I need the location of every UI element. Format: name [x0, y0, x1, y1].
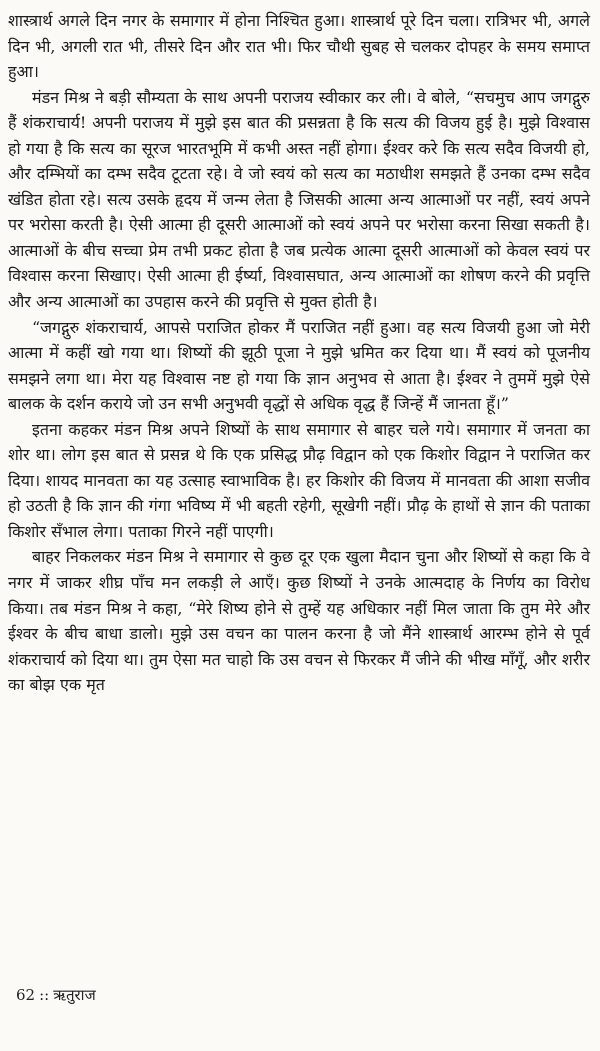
paragraph-2: मंडन मिश्र ने बड़ी सौम्यता के साथ अपनी पराजय स्वीकार कर ली। वे बोले, “सचमुच आप जगद्गुरु हैं शंकराचार्य! अपनी पराजय में मुझे इस बात की प्रसन्नता है कि सत्य की विजय हुई है। मुझे विश्वास हो गया है कि सत्य का सूरज भारतभूमि में कभी अस्त नहीं होगा। ईश्वर करे कि सत्य सदैव विजयी हो, और दम्भियों का दम्भ सदैव टूटता रहे। वे जो स्वयं को सत्य का मठाधीश समझते हैं उनका दम्भ सदैव खंडित होता रहे। सत्य उसके हृदय में जन्म लेता है जिसकी आत्मा अन्य आत्माओं पर नहीं, स्वयं अपने पर भरोसा करती है। ऐसी आत्मा ही दूसरी आत्माओं को स्वयं अपने पर भरोसा करना सिखा सकती है। आत्माओं के बीच सच्चा प्रेम तभी प्रकट होता है जब प्रत्येक आत्मा दूसरी आत्माओं को केवल स्वयं पर विश्वास करना सिखाए। ऐसी आत्मा ही ईर्ष्या, विश्वासघात, अन्य आत्माओं का शोषण करने की प्रवृत्ति और अन्य आत्माओं का उपहास करने की प्रवृत्ति से मुक्त होती है।	[8, 87, 590, 312]
page-number: 62	[16, 986, 36, 1004]
body-text	[8, 8, 590, 698]
paragraph-1: शास्त्रार्थ अगले दिन नगर के समागार में होना निश्चित हुआ। शास्त्रार्थ पूरे दिन चला। रात्रिभर भी, अगले दिन भी, अगली रात भी, तीसरे दिन और रात भी। फिर चौथी सुबह से चलकर दोपहर के समय समाप्त हुआ।	[8, 11, 590, 82]
footer-separator: ::	[39, 986, 50, 1004]
paragraph-5: बाहर निकलकर मंडन मिश्र ने समागार से कुछ दूर एक खुला मैदान चुना और शिष्यों से कहा कि वे नगर में जाकर शीघ्र पाँच मन लकड़ी ले आएँ। कुछ शिष्यों ने उनके आत्मदाह के निर्णय का विरोध किया। तब मंडन मिश्र ने कहा, “मेरे शिष्य होने से तुम्हें यह अधिकार नहीं मिल जाता कि तुम मेरे और ईश्वर के बीच बाधा डालो। मुझे उस वचन का पालन करना है जो मैंने शास्त्रार्थ आरम्भ होने से पूर्व शंकराचार्य को दिया था। तुम ऐसा मत चाहो कि उस वचन से फिरकर मैं जीने की भीख माँगूँ, और शरीर का बोझ एक मृत	[8, 547, 590, 695]
page-footer	[16, 985, 96, 1005]
paragraph-3: “जगद्गुरु शंकराचार्य, आपसे पराजित होकर मैं पराजित नहीं हुआ। वह सत्य विजयी हुआ जो मेरी आत्मा में कहीं खो गया था। शिष्यों की झूठी पूजा ने मुझे भ्रमित कर दिया था। मैं स्वयं को पूजनीय समझने लगा था। मेरा यह विश्वास नष्ट हो गया कि ज्ञान अनुभव से आता है। ईश्वर ने तुममें मुझे ऐसे बालक के दर्शन कराये जो उन सभी अनुभवी वृद्धों से अधिक वृद्ध हैं जिन्हें मैं जानता हूँ।”	[8, 317, 590, 414]
paragraph-4: इतना कहकर मंडन मिश्र अपने शिष्यों के साथ समागार से बाहर चले गये। समागार में जनता का शोर था। लोग इस बात से प्रसन्न थे कि एक प्रसिद्ध प्रौढ़ विद्वान को एक किशोर विद्वान ने पराजित कर दिया। शायद मानवता का यह उत्साह स्वाभाविक है। हर किशोर की विजय में मानवता की आशा सजीव हो उठती है कि ज्ञान की गंगा भविष्य में भी बहती रहेगी, सूखेगी नहीं। प्रौढ़ के हाथों से ज्ञान की पताका किशोर सँभाल लेगा। पताका गिरने नहीं पाएगी।	[8, 419, 590, 541]
book-title: ऋतुराज	[53, 986, 96, 1004]
